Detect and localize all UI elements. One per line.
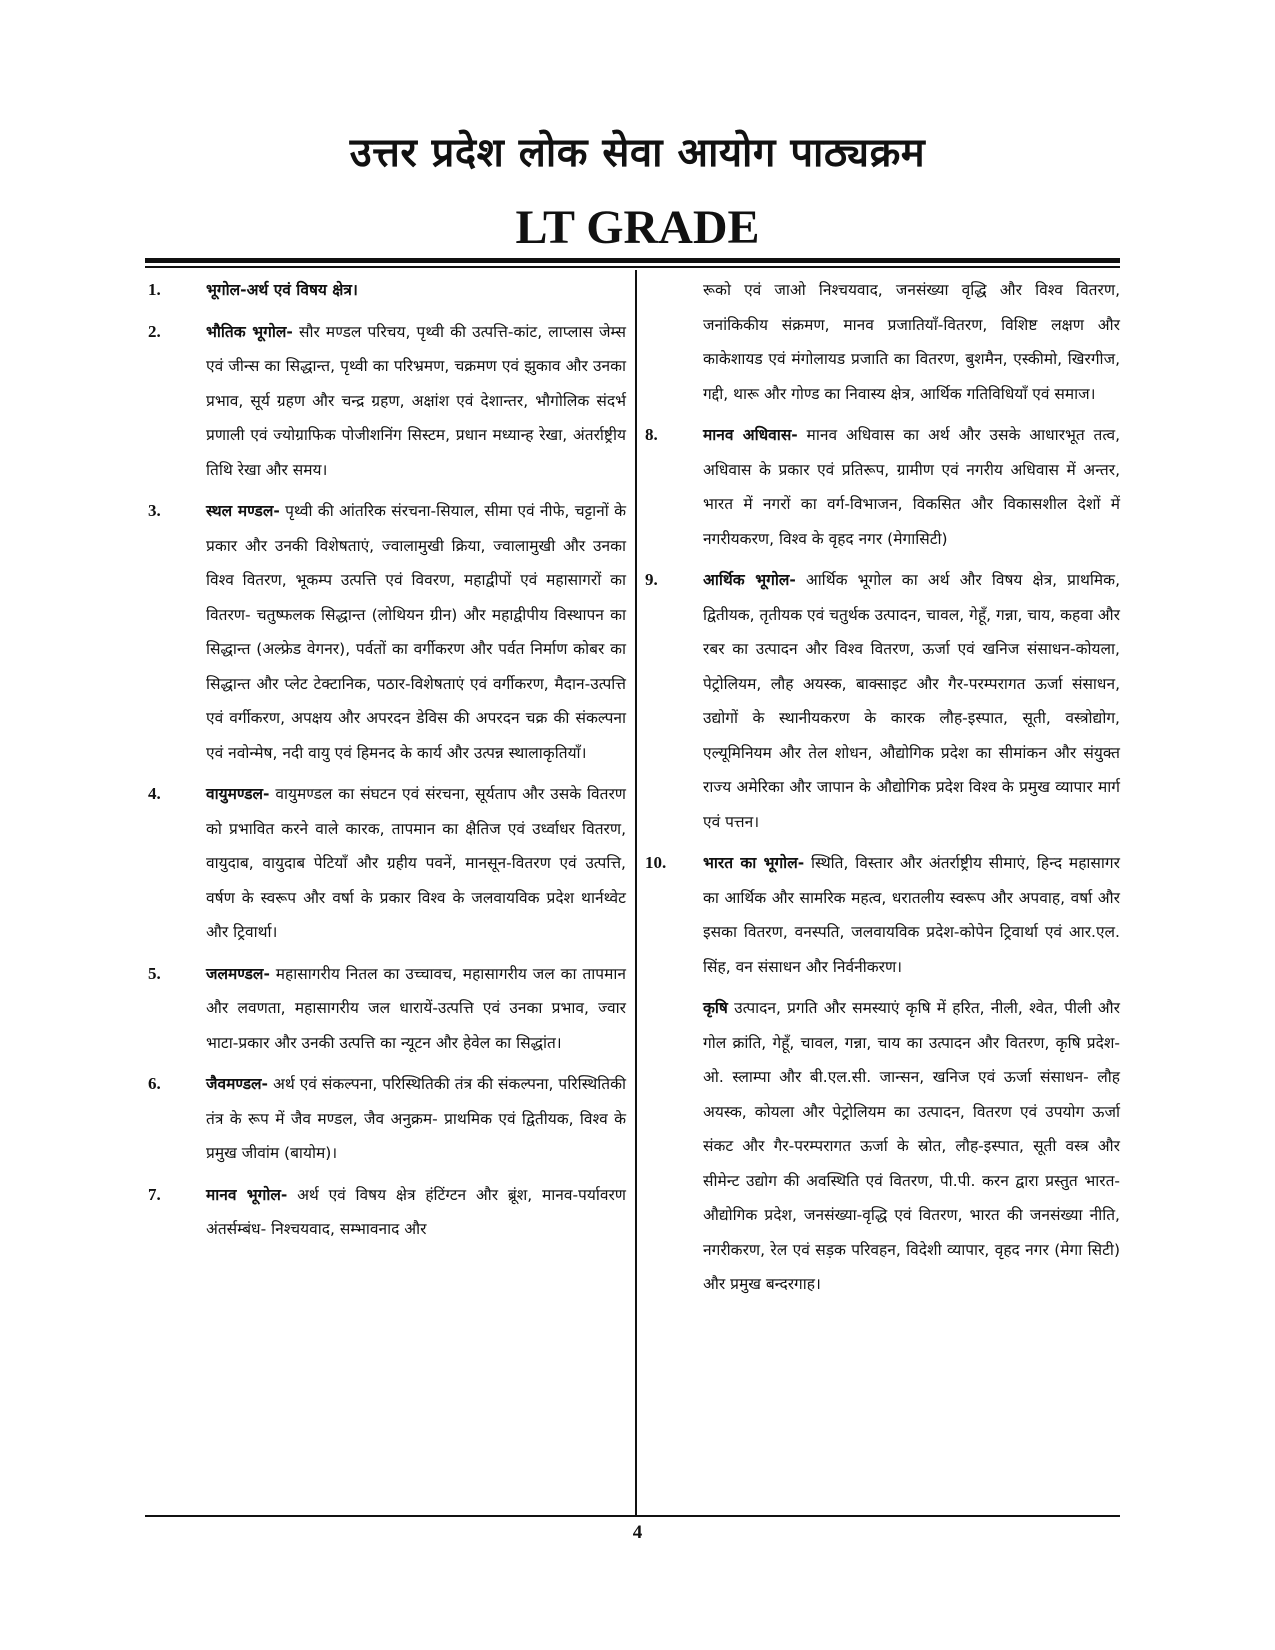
left-column xyxy=(148,273,626,1254)
syllabus-item-5 xyxy=(148,957,626,1061)
item-text: सौर मण्डल परिचय, पृथ्वी की उत्पत्ति-कांट, लाप्लास जेम्स एवं जीन्स का सिद्धान्त, पृथ्वी का परिभ्रमण, चक्रमण एवं झुकाव और उनका प्रभाव, सूर्य ग्रहण और चन्द्र ग्रहण, अक्षांश एवं देशान्तर, भौगोलिक संदर्भ प्रणाली एवं ज्योग्राफिक पोजीशनिंग सिस्टम, प्रधान मध्यान्ह रेखा, अंतर्राष्ट्रीय तिथि रेखा और समय। xyxy=(206,322,626,479)
item-heading: स्थल मण्डल- xyxy=(206,502,280,520)
footer-rule xyxy=(145,1515,1120,1517)
item-number: 7. xyxy=(148,1184,161,1204)
item-heading: भूगोल-अर्थ एवं विषय क्षेत्र। xyxy=(206,281,358,299)
item-text: वायुमण्डल का संघटन एवं संरचना, सूर्यताप और उसके वितरण को प्रभावित करने वाले कारक, तापमान का क्षैतिज एवं उर्ध्वाधर वितरण, वायुदाब, वायुदाब पेटियाँ और ग्रहीय पवनें, मानसून-वितरण एवं उत्पत्ति, वर्षण के स्वरूप और वर्षा के प्रकार विश्व के जलवायविक प्रदेश थार्नथ्वेट और ट्रिवार्था। xyxy=(206,785,626,941)
item-heading: मानव अधिवास- xyxy=(703,426,798,444)
item-heading: मानव भूगोल- xyxy=(206,1185,288,1204)
item-number: 2. xyxy=(148,321,161,341)
item-number: 10. xyxy=(645,853,667,872)
item-text: अर्थ एवं विषय क्षेत्र हंटिंग्टन और ब्रूंश, मानव-पर्यावरण अंतर्सम्बंध- निश्चयवाद, सम्भावनाद और xyxy=(206,1185,627,1238)
right-column xyxy=(645,273,1120,1309)
syllabus-item-4 xyxy=(148,777,626,950)
item-text: आर्थिक भूगोल का अर्थ और विषय क्षेत्र, प्राथमिक, द्वितीयक, तृतीयक एवं चतुर्थक उत्पादन, चावल, गेहूँ, गन्ना, चाय, कहवा और रबर का उत्पादन और विश्व वितरण, ऊर्जा एवं खनिज संसाधन-कोयला, पेट्रोलियम, लौह अयस्क, बाक्साइट और गैर-परम्परागत ऊर्जा संसाधन, उद्योगों के स्थानीयकरण के कारक लौह-इस्पात, सूती, वस्त्रोद्योग, एल्यूमिनियम और तेल शोधन, औद्योगिक प्रदेश का सीमांकन और संयुक्त राज्य अमेरिका और जापान के औद्योगिक प्रदेश विश्व के प्रमुख व्यापार मार्ग एवं पत्तन। xyxy=(703,571,1120,831)
item-text: अर्थ एवं संकल्पना, परिस्थितिकी तंत्र की संकल्पना, परिस्थितिकी तंत्र के रूप में जैव मण्डल, जैव अनुक्रम- प्राथमिक एवं द्वितीयक, विश्व के प्रमुख जीवांम (बायोम)। xyxy=(206,1075,626,1162)
item-heading: भौतिक भूगोल- xyxy=(206,322,293,341)
item-heading: भारत का भूगोल- xyxy=(703,854,805,872)
item-text: मानव अधिवास का अर्थ और उसके आधारभूत तत्व, अधिवास के प्रकार एवं प्रतिरूप, ग्रामीण एवं नगरीय अधिवास में अन्तर, भारत में नगरों का वर्ग-विभाजन, विकसित और विकासशील देशों में नगरीयकरण, विश्व के वृहद नगर (मेगासिटी) xyxy=(703,426,1120,548)
syllabus-item-3 xyxy=(148,494,626,770)
page-title-english: LT GRADE xyxy=(515,201,760,254)
header-rule-thick xyxy=(145,258,1120,263)
syllabus-item-7 xyxy=(148,1178,626,1247)
krishi-heading: कृषि xyxy=(703,999,728,1017)
item-text: पृथ्वी की आंतरिक संरचना-सियाल, सीमा एवं नीफे, चट्टानों के प्रकार और उनकी विशेषताएं, ज्वालामुखी क्रिया, ज्वालामुखी और उनका विश्व वितरण, भूकम्प उत्पत्ति एवं विवरण, महाद्वीपों एवं महासागरों का वितरण- चतुष्फलक सिद्धान्त (लोथियन ग्रीन) और महाद्वीपीय विस्थापन का सिद्धान्त (अल्फ्रेड वेगनर), पर्वतों का वर्गीकरण और पर्वत निर्माण कोबर का सिद्धान्त और प्लेट टेक्टानिक, पठार-विशेषताएं एवं वर्गीकरण, मैदान-उत्पत्ति एवं वर्गीकरण, अपक्षय और अपरदन डेविस की अपरदन चक्र की संकल्पना एवं नवोन्मेष, नदी वायु एवं हिमनद के कार्य और उत्पन्न स्थालाकृतियाँ। xyxy=(206,502,626,762)
item-heading: वायुमण्डल- xyxy=(206,785,270,803)
item-7-continuation: रूको एवं जाओ निश्चयवाद, जनसंख्या वृद्धि और विश्व वितरण, जनांकिकीय संक्रमण, मानव प्रजातियाँ-वितरण, विशिष्ट लक्षण और काकेशायड एवं मंगोलायड प्रजाति का वितरण, बुशमैन, एस्कीमो, खिरगीज, गद्दी, थारू और गोण्ड का निवास्य क्षेत्र, आर्थिक गतिविधियाँ एवं समाज। xyxy=(703,281,1120,403)
item-text: महासागरीय नितल का उच्चावच, महासागरीय जल का तापमान और लवणता, महासागरीय जल धारायें-उत्पत्ति एवं उनका प्रभाव, ज्वार भाटा-प्रकार और उनकी उत्पत्ति का न्यूटन और हेवेल का सिद्धांत। xyxy=(206,964,626,1052)
krishi-paragraph xyxy=(645,991,1120,1302)
item-number: 1. xyxy=(148,280,161,299)
page-title-hindi: उत्तर प्रदेश लोक सेवा आयोग पाठ्यक्रम xyxy=(349,130,926,176)
syllabus-item-9 xyxy=(645,563,1120,839)
syllabus-item-8 xyxy=(645,418,1120,556)
syllabus-item-2 xyxy=(148,315,626,488)
column-divider xyxy=(635,270,637,1515)
header-rule-thin xyxy=(145,266,1120,268)
item-heading: जलमण्डल- xyxy=(206,964,270,983)
item-heading: आर्थिक भूगोल- xyxy=(703,571,796,589)
item-number: 5. xyxy=(148,963,161,983)
item-number: 4. xyxy=(148,784,161,803)
syllabus-item-10 xyxy=(645,846,1120,984)
item-heading: जैवमण्डल- xyxy=(206,1075,268,1093)
item-number: 9. xyxy=(645,570,658,589)
syllabus-item-1 xyxy=(148,273,626,308)
item-number: 6. xyxy=(148,1074,161,1093)
krishi-text: उत्पादन, प्रगति और समस्याएं कृषि में हरित, नीली, श्वेत, पीली और गोल क्रांति, गेहूँ, चावल, गन्ना, चाय का उत्पादन और वितरण, कृषि प्रदेश-ओ. स्लाम्पा और बी.एल.सी. जान्सन, खनिज एवं ऊर्जा संसाधन- लौह अयस्क, कोयला और पेट्रोलियम का उत्पादन, वितरण एवं उपयोग ऊर्जा संकट और गैर-परम्परागत ऊर्जा के स्रोत, लौह-इस्पात, सूती वस्त्र और सीमेन्ट उद्योग की अवस्थिति एवं वितरण, पी.पी. करन द्वारा प्रस्तुत भारत-औद्योगिक प्रदेश, जनसंख्या-वृद्धि एवं वितरण, भारत की जनसंख्या नीति, नगरीकरण, रेल एवं सड़क परिवहन, विदेशी व्यापार, वृहद नगर (मेगा सिटी) और प्रमुख बन्दरगाह। xyxy=(703,999,1120,1293)
syllabus-item-6 xyxy=(148,1067,626,1171)
item-text: स्थिति, विस्तार और अंतर्राष्ट्रीय सीमाएं, हिन्द महासागर का आर्थिक और सामरिक महत्व, धरातलीय स्वरूप और अपवाह, वर्षा और इसका वितरण, वनस्पति, जलवायविक प्रदेश-कोपेन ट्रिवार्था एवं आर.एल. सिंह, वन संसाधन और निर्वनीकरण। xyxy=(703,854,1120,976)
item-number: 8. xyxy=(645,425,658,444)
page-number: 4 xyxy=(632,1522,643,1543)
item-number: 3. xyxy=(148,501,161,520)
